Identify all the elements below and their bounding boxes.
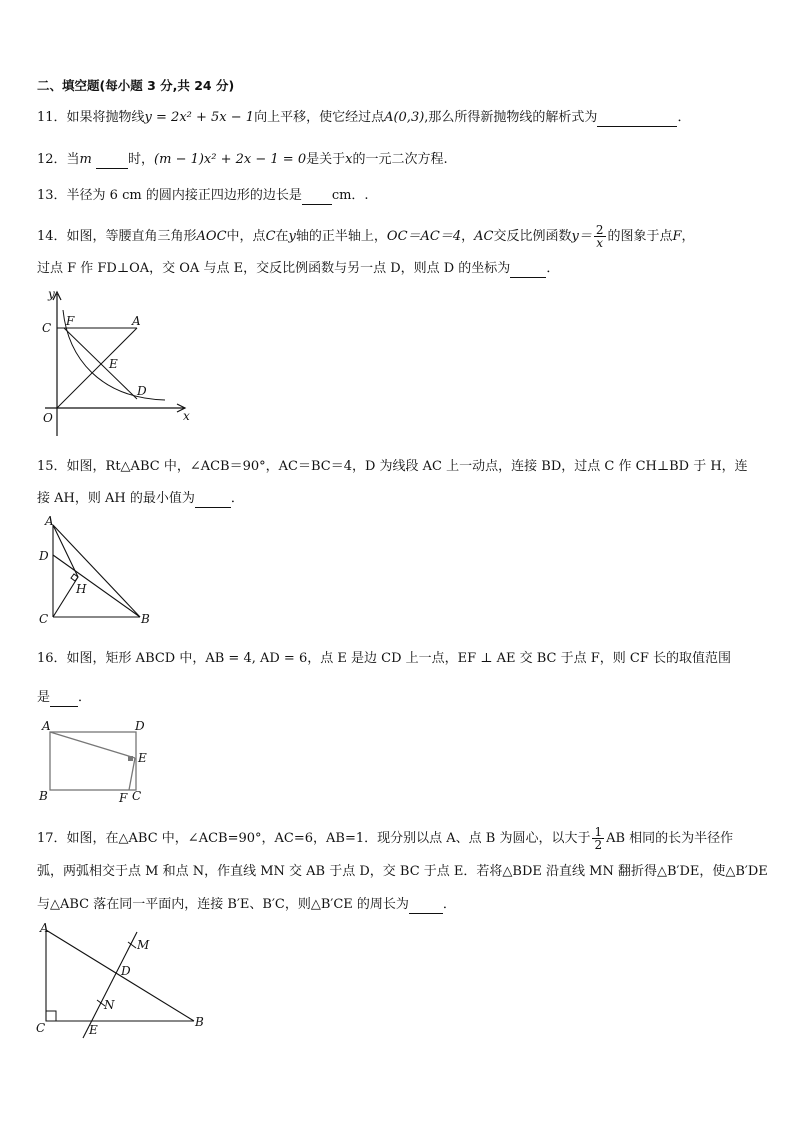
q14-label-c: C <box>42 321 52 335</box>
q14-label-e: E <box>109 357 118 371</box>
q17-line3-end: ． <box>442 897 456 912</box>
q15-label-c: C <box>39 612 49 626</box>
question-12 <box>37 151 448 169</box>
q13-text: 13．半径为 6 cm 的圆内接正四边形的边长是 <box>37 188 302 203</box>
q17-answer-blank[interactable] <box>409 899 443 914</box>
q15-figure <box>36 513 166 628</box>
q16-line2-end: ． <box>78 690 92 705</box>
q15-label-a: A <box>45 514 54 528</box>
q15-label-h: H <box>76 582 87 596</box>
q14-text-c: 在 <box>275 229 289 244</box>
q17-fraction <box>592 826 604 851</box>
q17-right-angle-mark <box>46 1011 56 1021</box>
q11-answer-blank[interactable] <box>597 112 677 127</box>
q16-label-e: E <box>138 751 147 765</box>
q14-label-x: x <box>183 409 190 423</box>
q14-line2-text: 过点 F 作 FD⊥OA，交 OA 与点 E，交反比例函数与另一点 D，则点 D 的坐标为 <box>37 261 511 276</box>
q14-text-b: 中，点 <box>226 229 266 244</box>
q17-side-ab <box>46 930 194 1021</box>
question-11 <box>37 109 690 127</box>
question-15-line2 <box>37 490 244 508</box>
q14-text-g: ， <box>681 229 695 244</box>
q16-line2-text: 是 <box>37 690 51 705</box>
question-16-line1 <box>37 650 731 668</box>
q17-label-m: M <box>137 938 150 952</box>
q14-f: F <box>672 229 682 244</box>
q14-text-d: 轴的正半轴上， <box>295 229 387 244</box>
q16-answer-blank[interactable] <box>50 692 78 707</box>
q15-segment-ah <box>53 525 78 577</box>
q11-mid: 向上平移，使它经过点 <box>254 110 385 125</box>
q16-label-b: B <box>39 789 48 803</box>
q14-aoc: AOC <box>196 229 227 244</box>
q17-label-d: D <box>121 964 131 978</box>
q16-label-c: C <box>132 789 142 803</box>
q14-text-e: 交反比例函数 <box>493 229 572 244</box>
q17-label-a: A <box>40 921 49 935</box>
q12-var: m <box>79 152 92 167</box>
q17-label-c: C <box>36 1021 46 1035</box>
q16-label-f: F <box>119 791 128 805</box>
q14-c: C <box>265 229 276 244</box>
q14-ac: AC <box>474 229 494 244</box>
q12-equation: (m − 1)x² + 2x − 1 = 0 <box>154 152 307 167</box>
q15-label-b: B <box>141 612 150 626</box>
q15-segment-bd <box>53 555 140 617</box>
q14-text-f: 的图象于点 <box>607 229 673 244</box>
q11-point: A(0,3) <box>384 110 425 125</box>
q14-figure <box>30 288 200 438</box>
q16-right-angle-mark <box>128 756 133 761</box>
question-14-line1 <box>37 224 695 249</box>
q12-answer-blank[interactable] <box>96 154 128 169</box>
q12-tail: 的一元二次方程. <box>352 152 448 167</box>
q13-answer-blank[interactable] <box>302 190 332 205</box>
question-17-line2 <box>37 863 768 881</box>
q16-segment-ef <box>129 758 135 790</box>
q11-formula: y = 2x² + 5x − 1 <box>144 110 255 125</box>
q16-label-d: D <box>135 719 145 733</box>
q14-label-y: y <box>48 287 55 301</box>
q17-label-e: E <box>89 1023 98 1037</box>
q15-side-ab <box>53 525 140 617</box>
q17-frac-den: 2 <box>594 838 603 852</box>
question-17-line1 <box>37 826 733 851</box>
q13-tail: cm．. <box>331 188 369 203</box>
q16-label-a: A <box>42 719 51 733</box>
q14-yeq: y＝ <box>571 229 592 244</box>
q14-comma: ， <box>461 229 475 244</box>
q16-figure <box>36 718 156 806</box>
q12-number: 12．当 <box>37 152 80 167</box>
q16-rectangle <box>50 732 136 790</box>
q17-line3-text: 与△ABC 落在同一平面内，连接 B′E、B′C，则△B′CE 的周长为 <box>37 897 409 912</box>
q14-segment-oa <box>57 328 137 408</box>
q14-frac-num: 2 <box>595 223 604 237</box>
q12-var-x: x <box>345 152 353 167</box>
question-16-line2 <box>37 689 91 707</box>
q15-line2-text: 接 AH，则 AH 的最小值为 <box>37 491 195 506</box>
q17-line2-text: 弧，两弧相交于点 M 和点 N，作直线 MN 交 AB 于点 D，交 BC 于点 E．若将△BDE 沿直线 MN 翻折得△B′DE，使△B′DE <box>37 864 768 879</box>
q14-y: y <box>288 229 296 244</box>
q14-label-a: A <box>132 314 141 328</box>
q14-label-d: D <box>137 384 147 398</box>
q15-segment-ch <box>53 577 78 617</box>
question-14-line2 <box>37 260 559 278</box>
question-17-line3 <box>37 896 456 914</box>
q15-line2-end: ． <box>230 491 244 506</box>
section-title: 二、填空题(每小题 3 分,共 24 分) <box>37 78 235 93</box>
q14-answer-blank[interactable] <box>510 263 546 278</box>
q14-frac-den: x <box>596 236 604 250</box>
q16-segment-ae <box>50 732 135 758</box>
q17-label-n: N <box>104 998 115 1012</box>
q12-after-blank: 时， <box>128 152 155 167</box>
q17-text-a: 17．如图，在△ABC 中，∠ACB=90°，AC=6，AB=1．现分别以点 A、点 B 为圆心，以大于 <box>37 831 591 846</box>
question-13 <box>37 187 369 205</box>
q11-end: ． <box>677 110 691 125</box>
q17-text-b: AB 相同的长为半径作 <box>606 831 734 846</box>
q14-eq1: OC＝AC＝4 <box>386 229 462 244</box>
q15-line1-text: 15．如图，Rt△ABC 中，∠ACB＝90°，AC＝BC＝4，D 为线段 AC 上一动点，连接 BD，过点 C 作 CH⊥BD 于 H，连 <box>37 459 748 474</box>
q14-line2-end: ． <box>546 261 560 276</box>
q15-label-d: D <box>39 549 49 563</box>
q16-line1-text: 16．如图，矩形 ABCD 中，AB = 4, AD = 6，点 E 是边 CD 上一点，EF ⊥ AE 交 BC 于点 F，则 CF 长的取值范围 <box>37 651 732 666</box>
q14-label-f: F <box>66 314 75 328</box>
q14-label-o: O <box>43 411 53 425</box>
q17-label-b: B <box>195 1015 204 1029</box>
q11-tail: ,那么所得新抛物线的解析式为 <box>424 110 598 125</box>
q14-text-a: 14．如图，等腰直角三角形 <box>37 229 197 244</box>
question-15-line1 <box>37 458 748 476</box>
q15-answer-blank[interactable] <box>195 493 231 508</box>
q14-fraction <box>594 224 606 249</box>
q12-mid: 是关于 <box>306 152 346 167</box>
q17-figure <box>32 920 212 1040</box>
q17-frac-num: 1 <box>594 825 603 839</box>
q11-number: 11．如果将抛物线 <box>37 110 145 125</box>
